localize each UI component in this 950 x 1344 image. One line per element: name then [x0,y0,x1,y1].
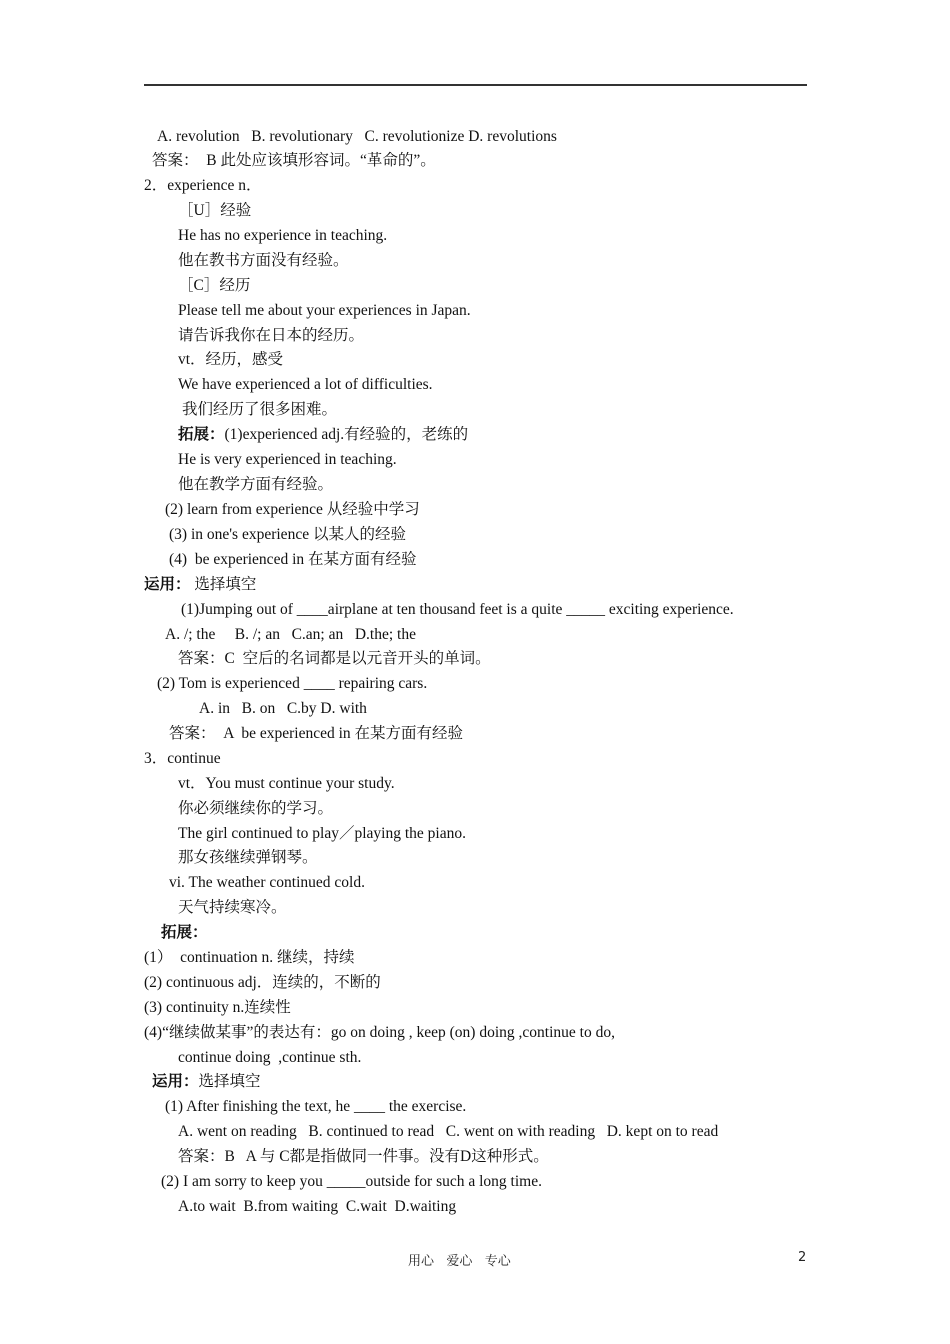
section-heading: 2．experience n． [144,177,262,194]
derivative-item: (4)“继续做某事”的表达有：go on doing , keep (on) doing ,continue to do, [144,1024,615,1041]
q-options: A. revolution B. revolutionary C. revolutionize D. revolutions [157,128,557,145]
answer-line: 答案：B A 与 C都是指做同一件事。没有D这种形式。 [178,1148,549,1165]
example-zh: 他在教学方面有经验。 [178,476,334,493]
example-en: We have experienced a lot of difficulties. [178,376,433,393]
answer-line: 答案：C 空后的名词都是以元音开头的单词。 [178,650,491,667]
question: (2) Tom is experienced ____ repairing cars. [157,675,428,692]
phrase-item: (3) in one's experience 以某人的经验 [169,526,406,543]
answer-line: 答案： B 此处应该填形容词。“革命的”。 [152,152,436,169]
practice-text: 选择填空 [190,576,257,593]
example-en: Please tell me about your experiences in Japan. [178,302,471,319]
question-options: A. /; the B. /; an C.an; an D.the; the [165,626,416,643]
extension-line [178,426,468,444]
extension-text: (1)experienced adj.有经验的，老练的 [224,426,469,443]
example-en: vi. The weather continued cold. [169,874,365,891]
extension-label: 拓展： [161,924,208,941]
question-options: A. in B. on C.by D. with [199,700,367,717]
sense-label: ［U］经验 [178,202,252,219]
example-zh: 天气持续寒冷。 [178,899,287,916]
derivative-item: (3) continuity n.连续性 [144,999,291,1016]
sense-label: ［C］经历 [178,277,251,294]
question: (1)Jumping out of ____airplane at ten thousand feet is a quite _____ exciting experience. [181,601,734,618]
header-rule [144,84,807,86]
practice-text: 选择填空 [198,1073,261,1090]
example-zh: 我们经历了很多困难。 [182,401,338,418]
example-en: vt．You must continue your study. [178,775,395,792]
practice-line [152,1073,261,1091]
derivative-item: (1） continuation n. 继续，持续 [144,949,355,966]
question-options: A. went on reading B. continued to read C. went on with reading D. kept on to read [178,1123,719,1140]
example-en: The girl continued to play／playing the piano. [178,825,466,842]
answer-line: 答案： A be experienced in 在某方面有经验 [169,725,464,742]
phrase-item: (2) learn from experience 从经验中学习 [165,501,420,518]
practice-line [144,576,256,594]
practice-label: 运用： [152,1073,199,1090]
example-en: He has no experience in teaching. [178,227,388,244]
example-en: He is very experienced in teaching. [178,451,397,468]
example-zh: 你必须继续你的学习。 [178,800,334,817]
question: (2) I am sorry to keep you _____outside for such a long time. [161,1173,542,1190]
sense-label: vt．经历，感受 [178,351,284,368]
example-zh: 那女孩继续弹钢琴。 [178,849,318,866]
derivative-item: (2) continuous adj．连续的，不断的 [144,974,381,991]
example-zh: 他在教书方面没有经验。 [178,252,349,269]
phrase-item: (4) be experienced in 在某方面有经验 [169,551,417,568]
page-number: 2 [798,1250,807,1265]
footer-motto: 用心 爱心 专心 [408,1254,511,1269]
example-zh: 请告诉我你在日本的经历。 [178,327,365,344]
extension-label: 拓展： [178,426,225,443]
question: (1) After finishing the text, he ____ the exercise. [165,1098,467,1115]
question-options: A.to wait B.from waiting C.wait D.waiting [178,1198,457,1215]
section-heading: 3．continue [144,750,221,767]
practice-label: 运用： [144,576,191,593]
derivative-continuation: continue doing ,continue sth. [178,1049,362,1066]
